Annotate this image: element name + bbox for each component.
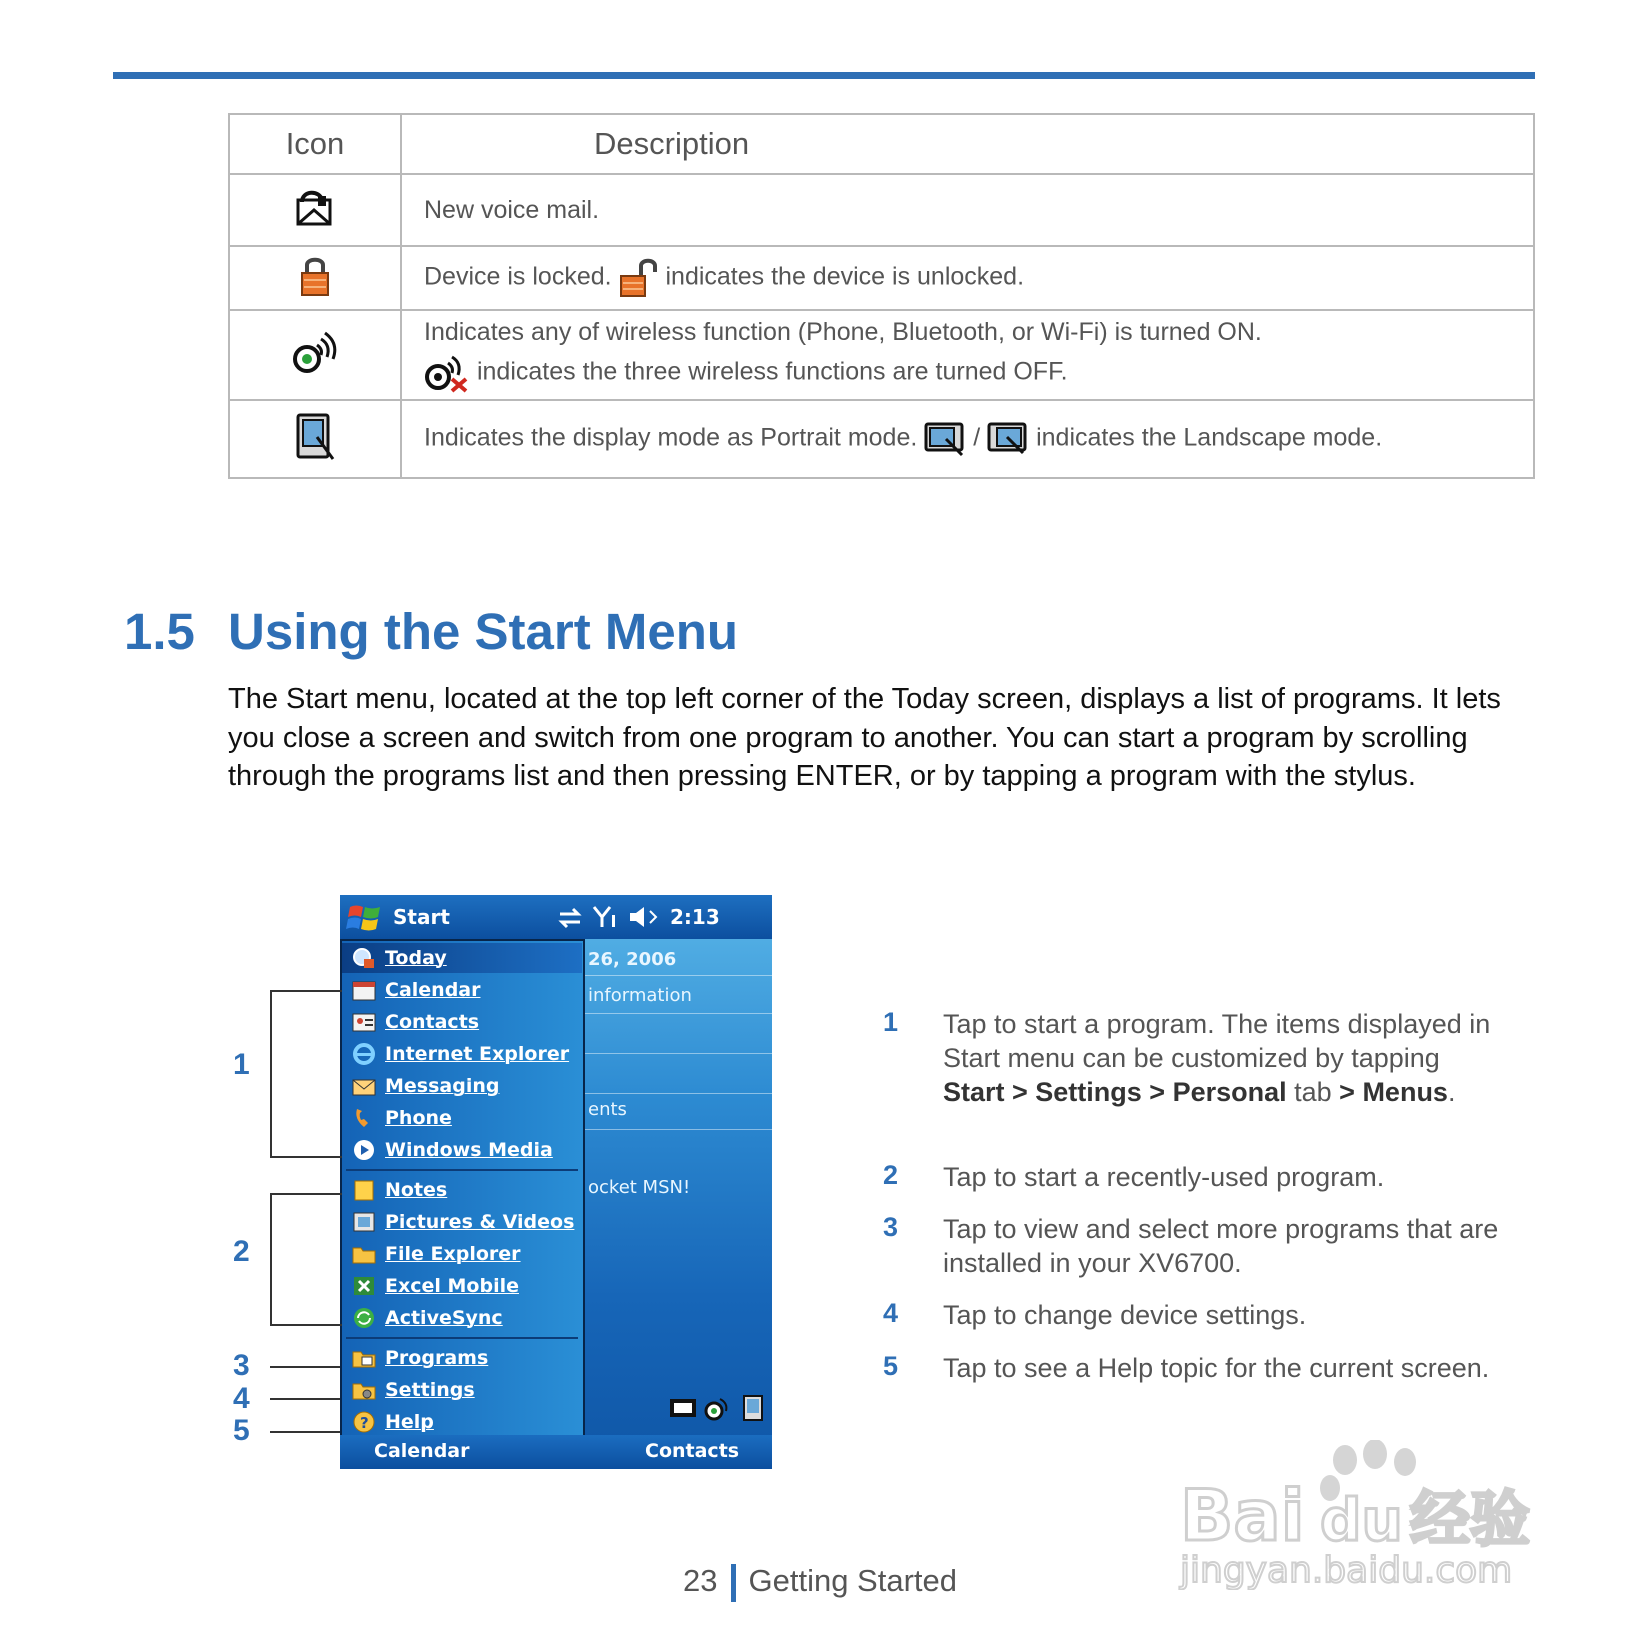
programs-icon (352, 1347, 376, 1369)
divider (585, 975, 772, 976)
lock-icon (298, 255, 332, 297)
icon-cell (229, 174, 401, 246)
menu-item-settings[interactable]: Settings (342, 1375, 582, 1405)
section-title: Using the Start Menu (228, 603, 739, 660)
portrait-text: Indicates the display mode as Portrait mode. (424, 423, 918, 452)
landscape-mode-icon-alt (987, 421, 1029, 457)
unlocked-text: indicates the device is unlocked. (665, 262, 1025, 291)
callout-2: 2 (233, 1235, 250, 1268)
icon-cell (229, 246, 401, 310)
top-rule (113, 72, 1535, 79)
menu-item-notes[interactable]: Notes (342, 1175, 582, 1205)
callout-5: 5 (233, 1414, 250, 1447)
watermark-url: jingyan.baidu.com (1180, 1550, 1513, 1590)
landscape-text: indicates the Landscape mode. (1036, 423, 1383, 452)
page-footer (683, 1563, 957, 1602)
callout-line-4 (270, 1398, 340, 1400)
callout-3: 3 (233, 1349, 250, 1382)
callout-1: 1 (233, 1048, 250, 1081)
divider (585, 1129, 772, 1130)
divider (585, 1093, 772, 1094)
start-label[interactable]: Start (393, 905, 450, 929)
sync-arrows-icon (558, 907, 582, 929)
today-date: 26, 2006 (588, 949, 677, 970)
voice-mail-icon (294, 188, 336, 228)
menu-item-windows-media[interactable]: Windows Media (342, 1135, 582, 1165)
table-row (229, 400, 1534, 478)
menu-separator (346, 1337, 578, 1339)
divider (585, 1053, 772, 1054)
svg-text:?: ? (360, 1414, 369, 1432)
icon-cell (229, 310, 401, 400)
menu-item-phone[interactable]: Phone (342, 1103, 582, 1133)
header-icon: Icon (229, 114, 401, 174)
wireless-on-text: Indicates any of wireless function (Phone, Bluetooth, or Wi-Fi) is turned ON. (424, 317, 1262, 346)
calendar-icon (352, 979, 376, 1001)
today-msn: ocket MSN! (588, 1177, 691, 1198)
table-header-row (229, 114, 1534, 174)
callout-4: 4 (233, 1382, 250, 1415)
wireless-off-text: indicates the three wireless functions are turned OFF. (476, 357, 1068, 386)
soft-key-bar (340, 1435, 772, 1469)
icon-cell (229, 400, 401, 478)
file-explorer-icon (352, 1243, 376, 1265)
mode-separator: / (973, 423, 981, 452)
today-appointments: ents (588, 1099, 627, 1120)
settings-icon (352, 1379, 376, 1401)
table-row (229, 310, 1534, 400)
phone-icon (352, 1107, 376, 1129)
clock[interactable]: 2:13 (670, 905, 720, 929)
menu-item-pictures-videos[interactable]: Pictures & Videos (342, 1207, 582, 1237)
description-cell (401, 174, 1534, 246)
callout-bracket-1 (270, 990, 342, 1158)
watermark-brand2: du (1320, 1486, 1403, 1554)
today-owner-info: information (588, 985, 692, 1006)
windows-media-icon (352, 1139, 376, 1161)
description-cell (401, 400, 1534, 478)
today-status-icons (668, 1393, 768, 1423)
locked-text: Device is locked. (424, 262, 612, 291)
title-bar (340, 895, 772, 939)
start-menu-screenshot (340, 895, 772, 1469)
menu-item-today[interactable]: Today (342, 943, 582, 973)
voice-mail-text: New voice mail. (424, 195, 600, 224)
section-heading (124, 602, 738, 661)
callout-bracket-2 (270, 1193, 342, 1326)
description-cell (401, 310, 1534, 400)
status-icon-table (228, 113, 1535, 479)
callout-line-3 (270, 1366, 340, 1368)
landscape-mode-icon (924, 421, 966, 457)
section-number: 1.5 (124, 603, 195, 660)
messaging-icon (352, 1075, 376, 1097)
start-menu (340, 939, 585, 1445)
menu-item-programs[interactable]: Programs (342, 1343, 582, 1373)
contacts-icon (352, 1011, 376, 1033)
watermark-brand: Bai (1180, 1475, 1305, 1557)
description-cell (401, 246, 1534, 310)
menu-item-internet-explorer[interactable]: Internet Explorer (342, 1039, 582, 1069)
watermark-cn: 经验 (1410, 1485, 1530, 1555)
soft-key-right[interactable]: Contacts (645, 1440, 740, 1462)
table-row (229, 174, 1534, 246)
soft-key-left[interactable]: Calendar (374, 1440, 470, 1462)
menu-item-messaging[interactable]: Messaging (342, 1071, 582, 1101)
callout-line-5 (270, 1431, 340, 1433)
help-icon (352, 1411, 376, 1433)
signal-icon (592, 905, 618, 929)
windows-logo-icon (346, 901, 384, 935)
today-icon (352, 947, 376, 969)
wireless-off-icon (424, 353, 470, 393)
wireless-on-icon (291, 331, 339, 375)
menu-item-help[interactable]: ? Help (342, 1407, 582, 1437)
menu-item-excel-mobile[interactable]: Excel Mobile (342, 1271, 582, 1301)
activesync-icon (352, 1307, 376, 1329)
pictures-videos-icon (352, 1211, 376, 1233)
menu-item-activesync[interactable]: ActiveSync (342, 1303, 582, 1333)
menu-item-calendar[interactable]: Calendar (342, 975, 582, 1005)
menu-separator (346, 1169, 578, 1171)
intro-paragraph: The Start menu, located at the top left corner of the Today screen, displays a list of programs. It lets you close a screen and switch from one program to another. You can start a program by scrolling through the programs list and then pressing ENTER, or by tapping a program with the stylus. (228, 683, 1501, 792)
internet-explorer-icon (352, 1043, 376, 1065)
volume-icon (628, 905, 662, 929)
menu-item-file-explorer[interactable]: File Explorer (342, 1239, 582, 1269)
notes-icon (352, 1179, 376, 1201)
divider (585, 1013, 772, 1014)
footer-divider (731, 1564, 736, 1602)
chapter-title: Getting Started (748, 1563, 957, 1598)
unlocked-icon (619, 258, 659, 298)
portrait-mode-icon (295, 413, 335, 461)
baidu-jingyan-watermark (1170, 1440, 1550, 1590)
header-description: Description (401, 114, 1534, 174)
menu-item-contacts[interactable]: Contacts (342, 1007, 582, 1037)
excel-mobile-icon (352, 1275, 376, 1297)
table-row (229, 246, 1534, 310)
page-number: 23 (683, 1563, 718, 1598)
